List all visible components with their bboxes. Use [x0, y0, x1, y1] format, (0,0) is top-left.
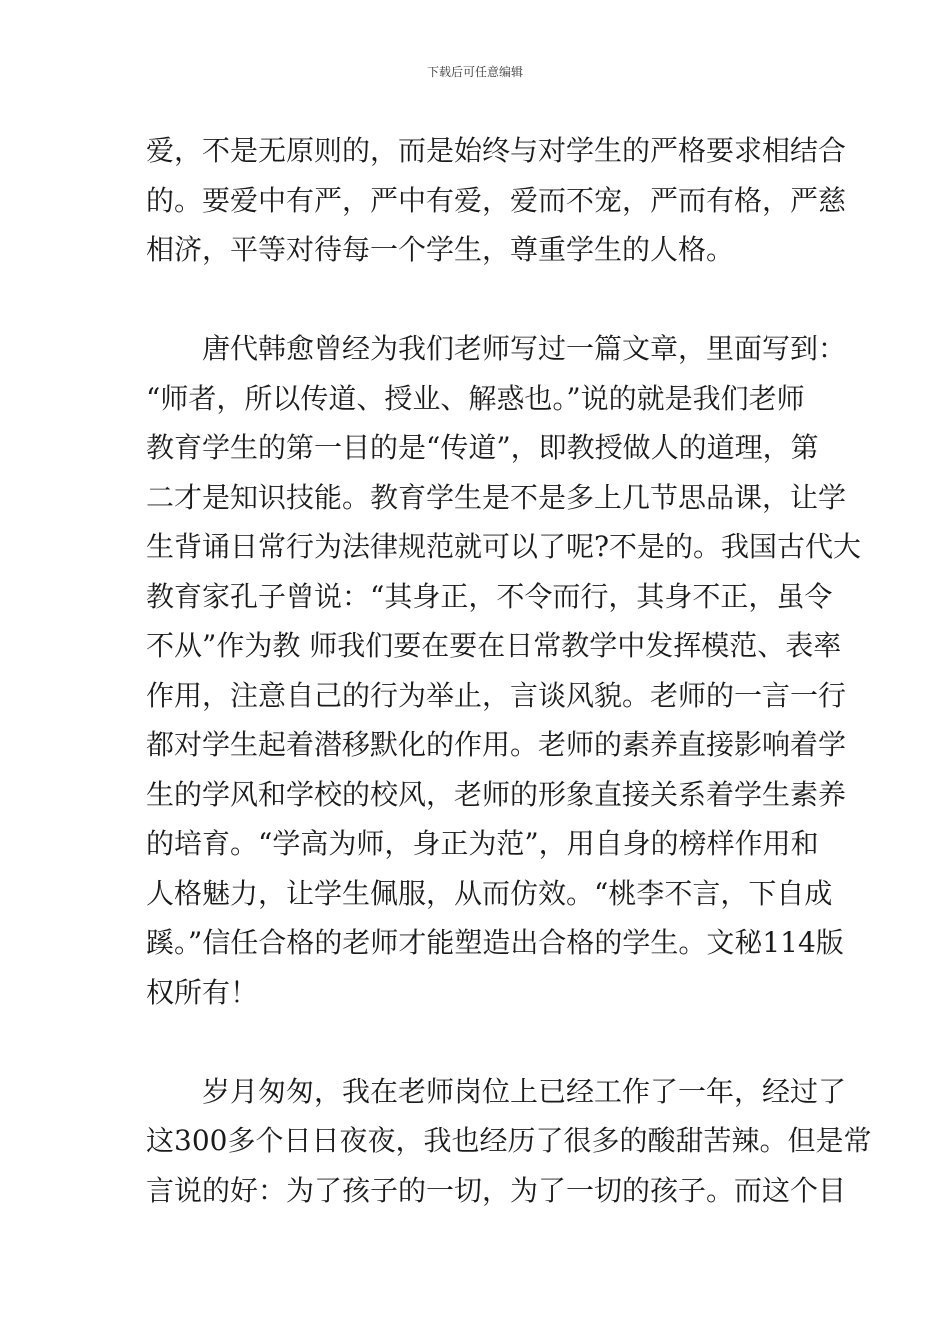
text-line: 生的学风和学校的校风，老师的形象直接关系着学生素养 [146, 777, 847, 811]
text-line: 教育家孔子曾说：“其身正，不令而行，其身不正，虽令 [146, 579, 833, 613]
text-line: 二才是知识技能。教育学生是不是多上几节思品课，让学 [146, 480, 847, 514]
text-line: 生背诵日常行为法律规范就可以了呢?不是的。我国古代大 [146, 530, 862, 563]
text-line: 唐代韩愈曾经为我们老师写过一篇文章，里面写到： [202, 332, 847, 365]
paragraph-spacer [146, 275, 810, 325]
page-header: 下载后可任意编辑 [426, 65, 523, 79]
text-line: 作用，注意自己的行为举止，言谈风貌。老师的一言一行 [146, 678, 847, 712]
paragraph-spacer [146, 1017, 810, 1067]
text-line: 的培育。“学高为师，身正为范”，用自身的榜样作用和 [146, 827, 819, 860]
paragraph-1 [146, 126, 847, 275]
paragraph-3 [146, 1067, 872, 1216]
text-line: 都对学生起着潜移默化的作用。老师的素养直接影响着学 [146, 728, 847, 761]
text-line: 人格魅力，让学生佩服，从而仿效。“桃李不言，下自成 [146, 876, 833, 910]
text-line: 不从”作为教 师我们要在要在日常教学中发挥模范、表率 [146, 629, 842, 662]
text-line: 这300多个日日夜夜，我也经历了很多的酸甜苦辣。但是常 [146, 1124, 872, 1157]
text-line: 的。要爱中有严，严中有爱，爱而不宠，严而有格，严慈 [146, 183, 847, 217]
text-line: 教育学生的第一目的是“传道”，即教授做人的道理，第 [146, 431, 819, 464]
text-line: 爱，不是无原则的，而是始终与对学生的严格要求相结合 [146, 134, 847, 167]
document-body [146, 126, 872, 1215]
text-line: 相济，平等对待每一个学生，尊重学生的人格。 [146, 233, 735, 266]
text-line: 言说的好：为了孩子的一切，为了一切的孩子。而这个目 [146, 1173, 847, 1207]
text-line: “师者，所以传道、授业、解惑也。”说的就是我们老师 [146, 381, 805, 415]
text-line: 岁月匆匆，我在老师岗位上已经工作了一年，经过了 [202, 1074, 847, 1108]
text-line: 权所有！ [146, 975, 259, 1009]
text-line: 蹊。”信任合格的老师才能塑造出合格的学生。文秘114版 [146, 926, 844, 959]
paragraph-2 [146, 324, 862, 1017]
